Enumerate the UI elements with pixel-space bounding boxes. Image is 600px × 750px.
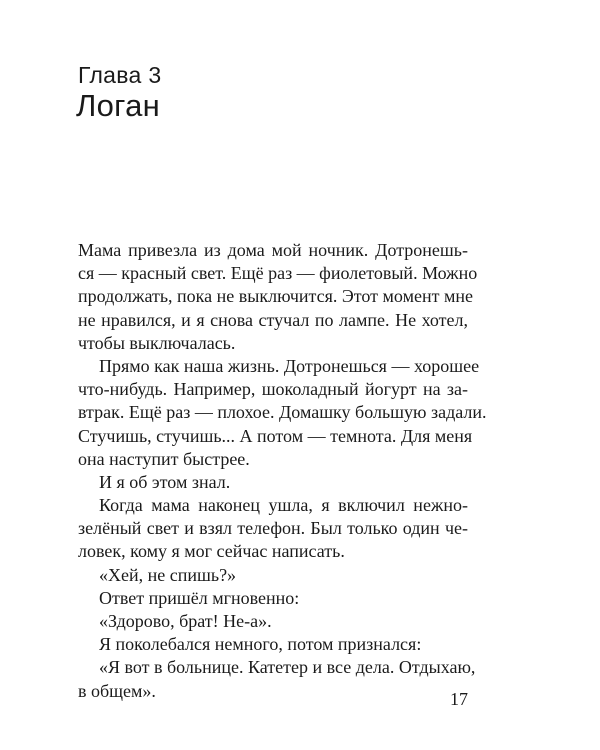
- text-line: она наступит быстрее.: [78, 448, 250, 469]
- text-line: в общем».: [78, 680, 156, 701]
- text-line: зелёный свет и взял телефон. Был только один че-: [78, 518, 468, 539]
- text-line: Мама привезла из дома мой ночник. Дотронешь-: [78, 240, 468, 260]
- text-line: втрак. Ещё раз — плохое. Домашку большую задали.: [78, 402, 487, 423]
- text-line: Когда мама наконец ушла, я включил нежно-: [99, 495, 468, 516]
- chapter-title: Логан: [76, 88, 161, 123]
- text-line: Стучишь, стучишь... А потом — темнота. Для меня: [78, 425, 473, 446]
- text-line: Я поколебался немного, потом признался:: [99, 634, 422, 655]
- text-line: ловек, кому я мог сейчас написать.: [78, 541, 345, 562]
- text-line: «Я вот в больнице. Катетер и все дела. Отдыхаю,: [99, 657, 476, 678]
- page-number: 17: [450, 689, 468, 709]
- chapter-number: Глава 3: [78, 62, 162, 88]
- text-line: ся — красный свет. Ещё раз — фиолетовый. Можно: [78, 263, 478, 284]
- text-line: продолжать, пока не выключится. Этот момент мне: [78, 286, 473, 307]
- body-text: [78, 239, 487, 703]
- text-line: Ответ пришёл мгновенно:: [99, 587, 300, 608]
- text-line: что-нибудь. Например, шоколадный йогурт на за-: [78, 379, 468, 400]
- text-line: «Хей, не спишь?»: [99, 564, 237, 585]
- text-line: Прямо как наша жизнь. Дотронешься — хорошее: [99, 355, 480, 376]
- text-line: не нравился, и я снова стучал по лампе. Не хотел,: [78, 309, 468, 330]
- text-line: И я об этом знал.: [99, 471, 231, 492]
- text-line: чтобы выключалась.: [78, 332, 236, 353]
- text-line: «Здорово, брат! Не-а».: [99, 611, 272, 631]
